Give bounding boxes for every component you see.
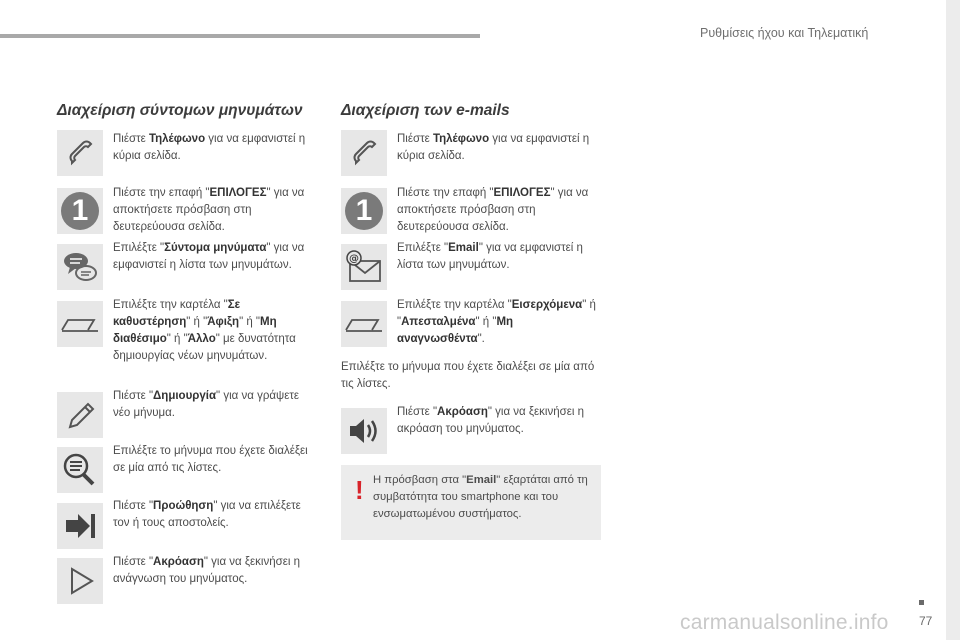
note-text: Η πρόσβαση στα "Email" εξαρτάται από τη συμβατότητα του smartphone και του ενσωματωμένου συστήματος.: [373, 474, 588, 520]
bold-term: Ακρόαση: [437, 406, 488, 418]
left-step-6-text: Επιλέξτε το μήνυμα που έχετε διαλέξει σε μία από τις λίστες.: [113, 445, 308, 474]
page-number: 77: [919, 614, 933, 628]
bold-term: Σε καθυστέρηση: [113, 299, 241, 328]
left-step-8-text: Πιέστε "Ακρόαση" για να ξεκινήσει η ανάγνωση του μηνύματος.: [113, 556, 300, 585]
magnifier-list-icon: [57, 447, 103, 493]
play-icon: [57, 558, 103, 604]
bold-term: Μη διαθέσιμο: [113, 316, 277, 345]
step-number: 1: [61, 192, 99, 230]
left-step-7-text: Πιέστε "Προώθηση" για να επιλέξετε τον ή τους αποστολείς.: [113, 500, 301, 529]
bold-term: ΕΠΙΛΟΓΕΣ: [209, 187, 267, 199]
bold-term: Τηλέφωνο: [432, 133, 490, 145]
bold-term: Σύντομα μηνύματα: [164, 242, 267, 254]
right-section-title: Διαχείριση των e-mails: [341, 102, 510, 119]
left-step-2-text: Πιέστε την επαφή "ΕΠΙΛΟΓΕΣ" για να αποκτήσετε πρόσβαση στη δευτερεύουσα σελίδα.: [113, 187, 305, 233]
tabs-icon: [57, 301, 103, 347]
pencil-icon: [57, 392, 103, 438]
right-step-3-text: Επιλέξτε "Email" για να εμφανιστεί η λίστα των μηνυμάτων.: [397, 242, 583, 271]
left-step-1-text: Πιέστε Τηλέφωνο για να εμφανιστεί η κύρια σελίδα.: [113, 133, 306, 162]
tabs-icon: [341, 301, 387, 347]
chapter-title: Ρυθμίσεις ήχου και Τηλεματική: [700, 26, 869, 40]
compatibility-note: [341, 465, 601, 540]
bold-term: Εισερχόμενα: [511, 299, 583, 311]
side-strip: [946, 0, 960, 640]
speaker-icon: [341, 408, 387, 454]
page-marker: [919, 600, 924, 605]
bold-term: Τηλέφωνο: [148, 133, 206, 145]
svg-text:@: @: [349, 253, 359, 265]
right-step-1-text: Πιέστε Τηλέφωνο για να εμφανιστεί η κύρια σελίδα.: [397, 133, 590, 162]
bold-term: Email: [448, 242, 479, 254]
bold-term: Email: [466, 474, 497, 486]
right-step-6-text: Πιέστε "Ακρόαση" για να ξεκινήσει η ακρόαση του μηνύματος.: [397, 406, 584, 435]
top-rule: [0, 34, 480, 38]
bold-term: Άλλο: [187, 333, 216, 345]
bold-term: Μη αναγνωσθέντα: [397, 316, 514, 345]
speech-bubble-icon: [57, 244, 103, 290]
left-step-3-text: Επιλέξτε "Σύντομα μηνύματα" για να εμφανιστεί η λίστα των μηνυμάτων.: [113, 242, 305, 271]
bold-term: ΕΠΙΛΟΓΕΣ: [493, 187, 551, 199]
left-step-4-text: Επιλέξτε την καρτέλα "Σε καθυστέρηση" ή "Άφιξη" ή "Μη διαθέσιμο" ή "Άλλο" με δυνατότητα δημιουργίας νέων μηνυμάτων.: [113, 299, 296, 362]
right-step-4-text: Επιλέξτε την καρτέλα "Εισερχόμενα" ή "Απεσταλμένα" ή "Μη αναγνωσθέντα".: [397, 299, 596, 345]
right-step-2-text: Πιέστε την επαφή "ΕΠΙΛΟΓΕΣ" για να αποκτήσετε πρόσβαση στη δευτερεύουσα σελίδα.: [397, 187, 589, 233]
step-number-badge: [341, 188, 387, 234]
left-section-title: Διαχείριση σύντομων μηνυμάτων: [57, 102, 303, 119]
watermark: carmanualsonline.info: [680, 611, 889, 634]
forward-icon: [57, 503, 103, 549]
step-number-badge: [57, 188, 103, 234]
email-icon: [341, 244, 387, 290]
warning-icon: !: [355, 475, 364, 505]
bold-term: Άφιξη: [207, 316, 240, 328]
bold-term: Απεσταλμένα: [401, 316, 476, 328]
right-step-5-text: Επιλέξτε το μήνυμα που έχετε διαλέξει σε μία από τις λίστες.: [341, 361, 595, 390]
phone-icon: [341, 130, 387, 176]
left-step-5-text: Πιέστε "Δημιουργία" για να γράψετε νέο μήνυμα.: [113, 390, 300, 419]
phone-icon: [57, 130, 103, 176]
bold-term: Προώθηση: [153, 500, 214, 512]
step-number: 1: [345, 192, 383, 230]
bold-term: Δημιουργία: [153, 390, 217, 402]
bold-term: Ακρόαση: [153, 556, 204, 568]
